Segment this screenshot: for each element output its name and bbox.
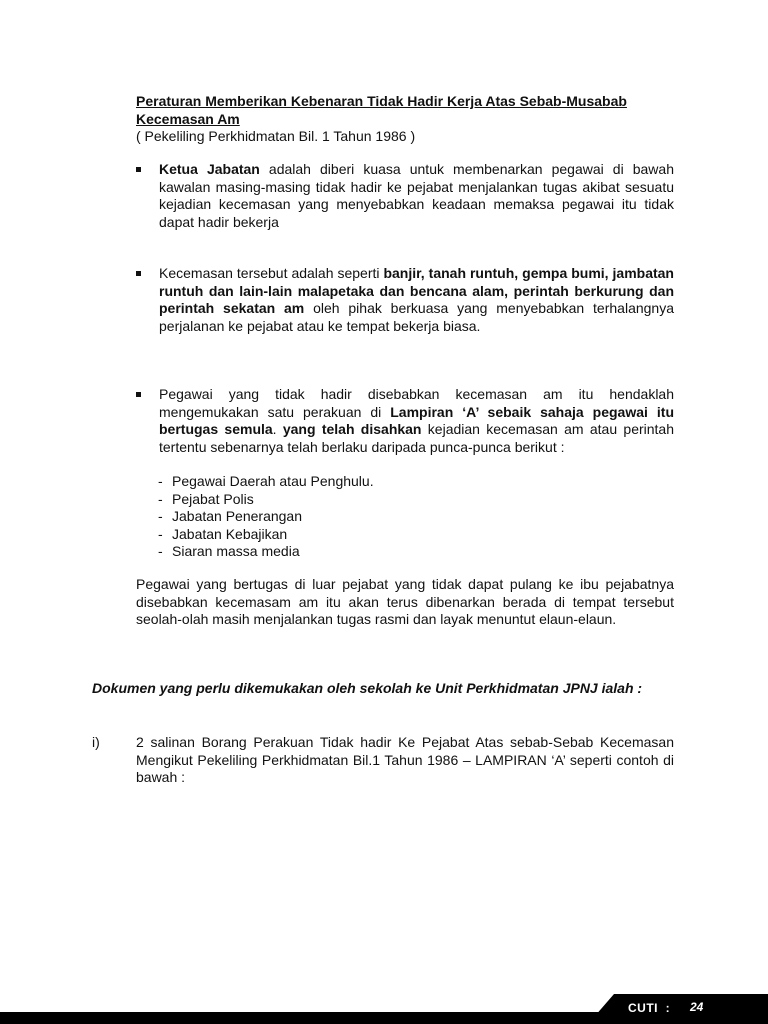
section-title xyxy=(136,93,676,146)
list-item-text: Jabatan Penerangan xyxy=(172,508,302,524)
list-item: - Pegawai Daerah atau Penghulu. xyxy=(158,473,374,489)
page-number: 24 xyxy=(690,1000,704,1014)
list-item: - Jabatan Kebajikan xyxy=(158,525,288,542)
bullet-body: adalah diberi kuasa untuk membenarkan pegawai di bawah kawalan masing-masing tidak hadir ke pejabat menjalankan tugas akibat sesuatu kejadian kecemasan yang menyebabkan keadaan memaksa pegawai itu tidak dapat hadir bekerja xyxy=(159,161,674,230)
documents-heading: Dokumen yang perlu dikemukakan oleh sekolah ke Unit Perkhidmatan JPNJ ialah : xyxy=(92,680,643,696)
bullet-marker xyxy=(136,167,141,172)
bullet-body: kejadian kecemasan am atau perintah tertentu sebenarnya telah berlaku daripada punca-punca berikut : xyxy=(159,421,675,455)
bullet-body: . xyxy=(272,421,283,437)
bullet-bold-text: banjir, tanah runtuh, gempa bumi, jambatan runtuh dan lain-lain malapetaka dan bencana alam, perintah berkurung dan perintah sekatan am xyxy=(159,265,674,316)
outstation-paragraph: Pegawai yang bertugas di luar pejabat yang tidak dapat pulang ke ibu pejabatnya disebabkan kecemasam am itu akan terus dibenarkan berada di tempat tersebut seolah-olah masih menjalankan tugas rasmi dan layak menuntut elaun-elaun. xyxy=(136,576,674,627)
bullet-body: oleh pihak berkuasa yang menyebabkan terhalangnya perjalanan ke pejabat atau ke tempat bekerja biasa. xyxy=(159,300,674,334)
bullet-text xyxy=(159,265,674,335)
item-number: i) xyxy=(92,734,100,750)
source-list xyxy=(158,473,374,561)
list-item-text: Siaran massa media xyxy=(172,543,300,559)
list-item-text: Pegawai Daerah atau Penghulu. xyxy=(172,473,374,489)
list-item: - Siaran massa media xyxy=(158,543,300,559)
bullet-bold-text: yang telah disahkan xyxy=(282,421,422,437)
bullet-item xyxy=(136,386,674,456)
list-item-text: Jabatan Kebajikan xyxy=(172,525,288,542)
bullet-bold-lead: Ketua Jabatan xyxy=(159,161,260,177)
list-item: - Jabatan Penerangan xyxy=(158,508,302,524)
bullet-text xyxy=(159,386,674,456)
bullet-body: Pegawai yang tidak hadir disebabkan kecemasan am itu hendaklah mengemukakan satu perakuan di xyxy=(159,386,674,420)
bullet-body: Kecemasan tersebut adalah seperti xyxy=(159,265,384,281)
footer-label-text: CUTI xyxy=(628,1001,658,1015)
bullet-bold-text: Lampiran ‘A’ sebaik sahaja pegawai itu bertugas semula xyxy=(159,403,674,437)
bullet-item xyxy=(136,161,674,231)
bullet-item xyxy=(136,265,674,335)
bullet-marker xyxy=(136,392,141,397)
list-item: - Pejabat Polis xyxy=(158,490,254,507)
footer-separator: : xyxy=(665,1001,671,1015)
list-item-text: Pejabat Polis xyxy=(172,490,254,507)
bullet-marker xyxy=(136,271,141,276)
circular-reference: ( Pekeliling Perkhidmatan Bil. 1 Tahun 1986 ) xyxy=(136,128,416,144)
footer-label xyxy=(628,1000,670,1018)
footer-tab xyxy=(588,994,768,1024)
document-item xyxy=(92,734,674,787)
bullet-text xyxy=(159,161,674,231)
title-text: Peraturan Memberikan Kebenaran Tidak Hadir Kerja Atas Sebab-Musabab Kecemasan Am xyxy=(136,93,627,127)
item-text: 2 salinan Borang Perakuan Tidak hadir Ke Pejabat Atas sebab-Sebab Kecemasan Mengikut Pekeliling Perkhidmatan Bil.1 Tahun 1986 – LAMPIRAN ‘A’ seperti contoh di bawah : xyxy=(136,734,674,785)
